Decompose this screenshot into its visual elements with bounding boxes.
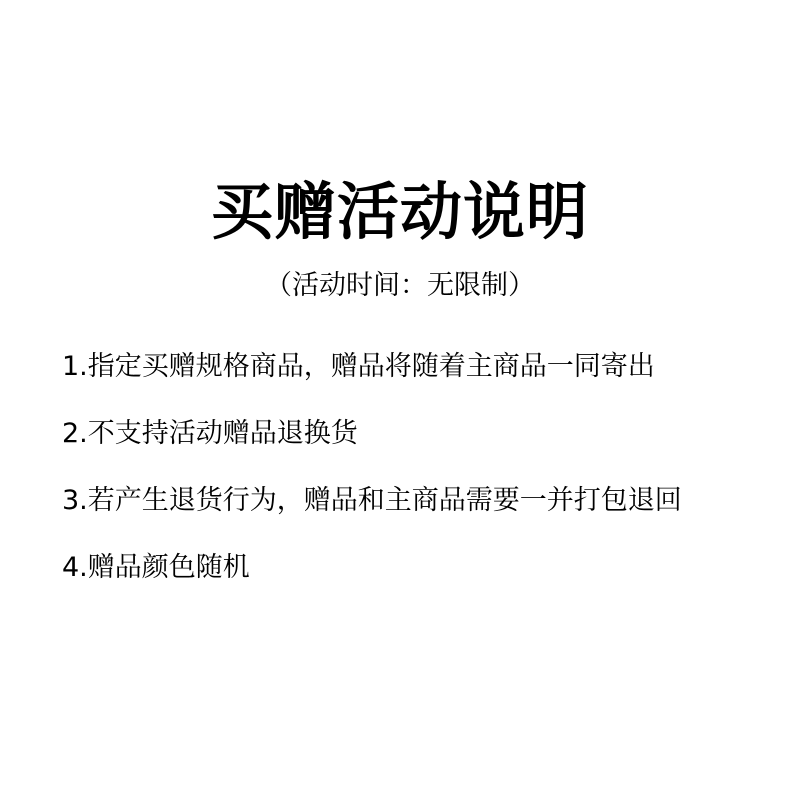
- list-item: 2.不支持活动赠品退换货: [62, 418, 358, 449]
- list-item: 3.若产生退货行为，赠品和主商品需要一并打包退回: [62, 485, 682, 516]
- rules-list: [62, 348, 752, 587]
- activity-period-subtitle: （活动时间：无限制）: [265, 270, 535, 301]
- page-title: 买赠活动说明: [210, 175, 589, 248]
- list-item: 1.指定买赠规格商品，赠品将随着主商品一同寄出: [62, 351, 655, 382]
- list-item: 4.赠品颜色随机: [62, 552, 250, 583]
